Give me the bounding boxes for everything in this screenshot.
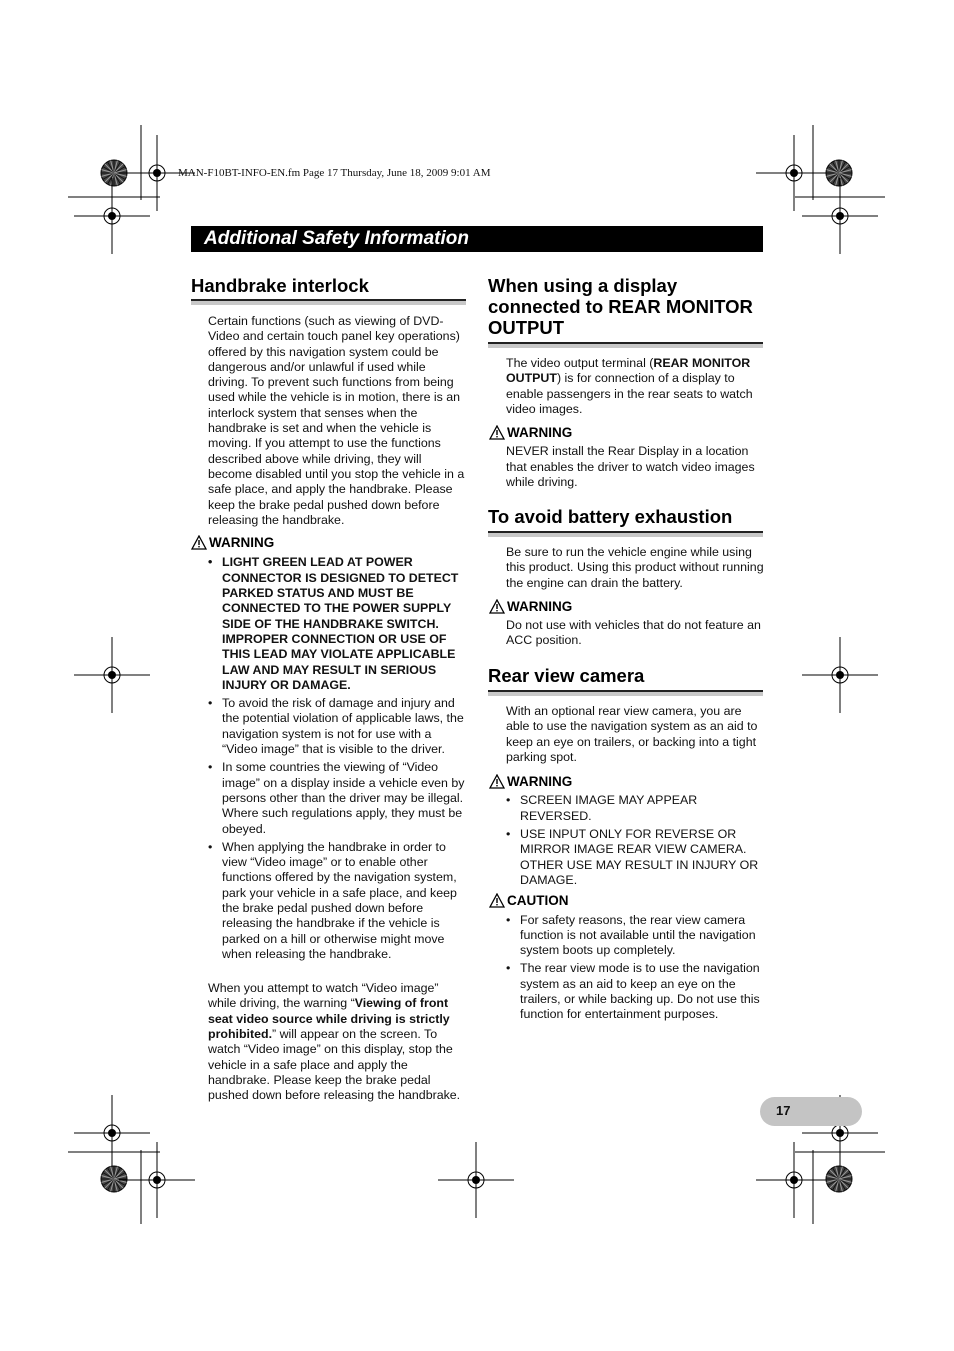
page-number-tab — [760, 1097, 862, 1126]
heading-rule — [488, 531, 763, 537]
warning-heading — [489, 425, 764, 440]
list-item: • To avoid the risk of damage and injury and the potential violation of applicable laws, the navigation system is not for use with a “Video image” that is visible to the driver. — [208, 696, 466, 757]
body-text-end: ) is for connection of a display to enable passengers in the rear seats to watch video images. — [506, 371, 753, 416]
heading-rule — [488, 342, 763, 348]
caution-heading — [489, 893, 764, 908]
handbrake-heading: Handbrake interlock — [191, 275, 369, 296]
rear-monitor-content — [506, 356, 764, 490]
rear-monitor-section — [488, 275, 763, 348]
closing-bold-text: Viewing of front seat video source while driving is strictly prohibited. — [208, 996, 450, 1042]
warning-triangle-icon — [489, 425, 505, 440]
camera-content — [506, 704, 764, 1026]
caution-triangle-icon — [489, 893, 505, 908]
banner-title: Additional Safety Information — [204, 228, 469, 249]
registration-target-icon — [149, 1172, 165, 1188]
handbrake-section — [191, 275, 466, 305]
closing-text: When you attempt to watch “Video image” while driving, the warning “ — [208, 981, 439, 1011]
list-item: • LIGHT GREEN LEAD AT POWER CONNECTOR IS DESIGNED TO DETECT PARKED STATUS AND MUST BE CONNECTED TO THE POWER SUPPLY SIDE OF THE HANDBRAKE SWITCH. IMPROPER CONNECTION OR USE OF THIS LEAD MAY VIOLATE APPLICABLE LAW AND MAY RESULT IN SERIOUS INJURY OR DAMAGE. — [208, 555, 466, 693]
camera-warning-list — [506, 793, 764, 888]
caution-label: CAUTION — [507, 893, 569, 909]
warning-triangle-icon — [489, 599, 505, 614]
list-item: • In some countries the viewing of “Video image” on a display inside a vehicle even by persons other than the driver may be illegal. Where such regulations apply, they must be obeyed. — [208, 760, 466, 836]
registration-target-icon — [832, 1125, 848, 1141]
registration-target-icon — [104, 667, 120, 683]
warning-label: WARNING — [507, 598, 573, 614]
registration-target-icon — [104, 1125, 120, 1141]
heading-line: connected to REAR MONITOR — [488, 296, 753, 317]
warning-heading — [489, 774, 764, 789]
rear-monitor-body — [506, 356, 764, 417]
battery-heading: To avoid battery exhaustion — [488, 506, 733, 527]
page-number: 17 — [776, 1103, 791, 1118]
star-target-icon — [826, 1166, 852, 1192]
list-item: • SCREEN IMAGE MAY APPEAR REVERSED. — [506, 793, 764, 824]
battery-content — [506, 545, 764, 649]
registration-target-icon — [468, 1172, 484, 1188]
warning-label: WARNING — [507, 774, 573, 790]
terminal-name: REAR MONITOR OUTPUT — [506, 356, 751, 386]
handbrake-intro: Certain functions (such as viewing of DVD-Video and certain touch panel key operations) offered by this navigation system could be dangerous and/or unlawful if used while driving. To prevent such functions from being used while the vehicle is in motion, there is an interlock system that senses when the handbrake is set and when the vehicle is moving. If you attempt to use the functions described above while driving, they will become disabled until you stop the vehicle in a safe place, and apply the handbrake. Please keep the brake pedal pushed down before releasing the handbrake. — [208, 314, 465, 527]
camera-heading: Rear view camera — [488, 665, 645, 686]
handbrake-content — [208, 314, 466, 1104]
battery-body: Be sure to run the vehicle engine while using this product. Using this product without running the engine can drain the battery. — [506, 545, 764, 590]
warning-triangle-icon — [489, 774, 505, 789]
list-item: • When applying the handbrake in order to view “Video image” or to enable other functions offered by the navigation system, park your vehicle in a safe place, and keep the brake pedal pushed down before releasing the handbrake if the vehicle is parked on a hill or otherwise might move when releasing the handbrake. — [208, 840, 466, 962]
file-info-header: MAN-F10BT-INFO-EN.fm Page 17 Thursday, June 18, 2009 9:01 AM — [178, 167, 491, 179]
closing-text-end: ” will appear on the screen. To watch “Video image” on this display, stop the vehicle in a safe place and apply the handbrake. Please keep the brake pedal pushed down before releasing the handbrake. — [208, 1027, 461, 1103]
battery-warning: Do not use with vehicles that do not feature an ACC position. — [506, 618, 761, 648]
star-target-icon — [101, 1166, 127, 1192]
handbrake-warning-list — [208, 555, 466, 962]
registration-target-icon — [786, 165, 802, 181]
camera-body: With an optional rear view camera, you are able to use the navigation system as an aid to keep an eye on trailers, or backing into a tight parking spot. — [506, 704, 758, 764]
camera-caution-list — [506, 913, 764, 1023]
list-item: • USE INPUT ONLY FOR REVERSE OR MIRROR IMAGE REAR VIEW CAMERA. OTHER USE MAY RESULT IN INJURY OR DAMAGE. — [506, 827, 764, 888]
list-item: • For safety reasons, the rear view camera function is not available until the navigation system boots up completely. — [506, 913, 764, 959]
body-text: The video output terminal ( — [506, 356, 654, 370]
registration-target-icon — [149, 165, 165, 181]
warning-label: WARNING — [209, 535, 275, 551]
registration-target-icon — [786, 1172, 802, 1188]
heading-rule — [191, 299, 466, 305]
camera-section — [488, 665, 763, 696]
warning-triangle-icon — [191, 535, 207, 550]
rear-monitor-warning: NEVER install the Rear Display in a location that enables the driver to watch video images while driving. — [506, 444, 755, 490]
warning-heading — [191, 535, 466, 550]
list-item: • The rear view mode is to use the navigation system as an aid to keep an eye on the trailers, or while backing up. Do not use this function for entertainment purposes. — [506, 961, 764, 1022]
star-target-icon — [101, 160, 127, 186]
warning-heading — [489, 599, 764, 614]
handbrake-closing — [208, 981, 466, 1103]
heading-line: OUTPUT — [488, 317, 565, 338]
section-banner — [191, 226, 763, 252]
registration-target-icon — [832, 208, 848, 224]
registration-target-icon — [832, 667, 848, 683]
battery-section — [488, 506, 763, 537]
registration-target-icon — [104, 208, 120, 224]
warning-label: WARNING — [507, 425, 573, 441]
star-target-icon — [826, 160, 852, 186]
heading-line: When using a display — [488, 275, 678, 296]
heading-rule — [488, 690, 763, 696]
rear-monitor-heading — [488, 275, 763, 338]
